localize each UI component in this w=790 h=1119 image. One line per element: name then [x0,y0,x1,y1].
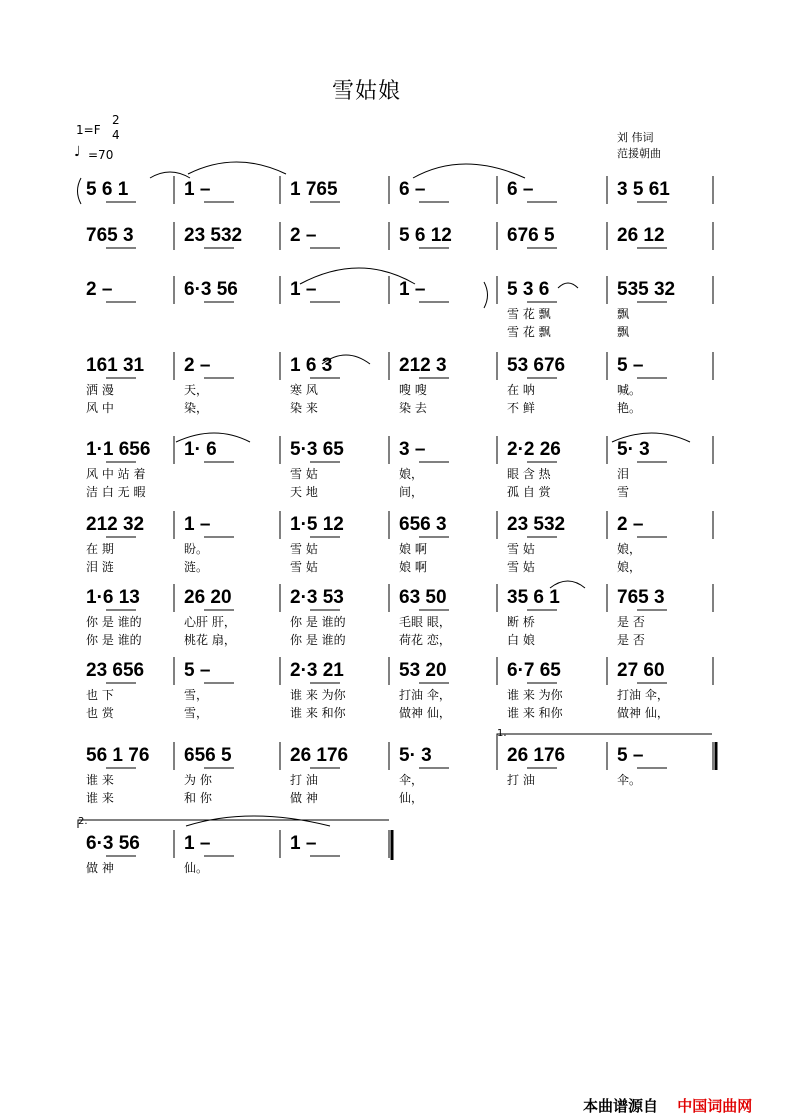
volta-first-bracket [497,734,712,742]
repeat-bracket [484,282,488,308]
lyric-text: 染 来 [290,401,318,415]
measure-notes: 5 6 12 [399,225,452,246]
lyric-text: 雪 花 飘 [507,325,551,339]
measure-notes: 1 – [399,279,426,300]
lyric-text: 风 中 [86,401,114,415]
measure-notes: 1 765 [290,179,338,200]
lyric-text: 风 中 站 着 [86,467,146,481]
measure-notes: 212 32 [86,514,145,535]
lyric-text: 谁 来 和你 [507,706,563,720]
lyric-text: 桃花 扇， [184,633,236,647]
note-icon: ♩ [74,144,81,160]
slur-arc [150,172,190,178]
lyric-text: 谁 来 为你 [290,688,346,702]
measure-notes: 1 – [184,833,211,854]
lyric-text: 雪 姑 [290,560,318,574]
measure-notes: 26 176 [290,745,349,766]
measure-notes: 6 – [399,179,426,200]
slur-arc [300,268,415,284]
lyric-text: 和 你 [184,791,212,805]
measure-notes: 53 20 [399,660,447,681]
lyric-text: 飘 [617,307,630,321]
lyric-text: 仙。 [184,861,209,875]
measure-notes: 5·3 65 [290,439,344,460]
time-signature-top: 2 [112,113,120,127]
lyric-text: 仙， [399,791,424,805]
measure-notes: 56 1 76 [86,745,150,766]
slur-arc [558,283,578,288]
measure-notes: 5 – [617,745,644,766]
key-signature: 1=F [76,123,101,137]
measure-notes: 5 – [184,660,211,681]
measure-notes: 1·5 12 [290,514,344,535]
lyric-text: 你 是 谁的 [86,615,142,629]
lyric-text: 你 是 谁的 [86,633,142,647]
lyric-text: 染 去 [399,401,427,415]
lyric-text: 染， [184,401,209,415]
measure-notes: 23 532 [507,514,566,535]
source-prefix: 本曲谱源自 [583,1097,659,1115]
measure-notes: 1 – [290,833,317,854]
lyric-text: 荷花 恋， [399,633,451,647]
measure-notes: 2 – [86,279,113,300]
slur-arc [188,162,286,174]
lyric-text: 毛眼 眼， [399,615,451,629]
lyric-text: 伞， [399,773,424,787]
lyric-text: 谁 来 为你 [507,688,563,702]
measure-notes: 212 3 [399,355,447,376]
measure-notes: 2 – [617,514,644,535]
lyric-text: 盼。 [184,542,209,556]
measure-notes: 765 3 [86,225,134,246]
lyric-text: 娘， [399,467,424,481]
lyricist-credit: 刘 伟词 [617,131,654,144]
measure-notes: 5 – [617,355,644,376]
lyric-text: 娘 啊 [399,542,427,556]
measure-notes: 2·2 26 [507,439,561,460]
lyric-text: 做神 仙， [399,706,451,720]
lyric-text: 做 神 [86,861,114,875]
slur-arc [186,816,330,826]
lyric-text: 孤 自 赏 [507,485,551,499]
lyric-text: 伞。 [617,773,642,787]
lyric-text: 洁 白 无 暇 [86,485,146,499]
lyric-text: 打 油 [507,773,535,787]
measure-notes: 26 20 [184,587,232,608]
lyric-text: 泪 [617,467,630,481]
lyric-text: 谁 来 [86,791,114,805]
lyric-text: 做 神 [290,791,318,805]
lyric-text: 泪 涟 [86,560,114,574]
lyric-text: 雪 [617,485,630,499]
measure-notes: 23 656 [86,660,145,681]
tempo-marking: =70 [88,148,114,162]
measure-notes: 2 – [290,225,317,246]
measure-notes: 6·3 56 [86,833,140,854]
lyric-text: 为 你 [184,773,212,787]
start-bracket [78,178,82,204]
lyric-text: 嗖 嗖 [399,383,427,397]
measure-notes: 1 – [184,179,211,200]
measure-notes: 6·3 56 [184,279,238,300]
lyric-text: 洒 漫 [86,383,114,397]
volta-first-label: 1. [497,728,507,739]
lyric-text: 是 否 [617,633,645,647]
measure-notes: 535 32 [617,279,676,300]
measure-notes: 656 3 [399,514,447,535]
time-signature-bottom: 4 [112,128,120,142]
lyric-text: 心肝 肝， [184,615,236,629]
measure-notes: 2 – [184,355,211,376]
lyric-text: 谁 来 [86,773,114,787]
measure-notes: 2·3 53 [290,587,344,608]
measure-notes: 1 – [290,279,317,300]
measure-notes: 26 12 [617,225,665,246]
slur-arc [413,164,525,178]
measure-notes: 3 – [399,439,426,460]
measure-notes: 27 60 [617,660,665,681]
measure-notes: 2·3 21 [290,660,344,681]
measure-notes: 35 6 1 [507,587,560,608]
lyric-text: 雪， [184,688,209,702]
lyric-text: 飘 [617,325,630,339]
lyric-text: 雪 姑 [507,560,535,574]
measure-notes: 765 3 [617,587,665,608]
lyric-text: 在 期 [86,542,114,556]
lyric-text: 眼 含 热 [507,467,551,481]
lyric-text: 雪 花 飘 [507,307,551,321]
page-title: 雪姑娘 [332,79,402,104]
lyric-text: 也 赏 [86,706,114,720]
measure-notes: 5· 3 [399,745,432,766]
measure-notes: 23 532 [184,225,243,246]
lyric-text: 艳。 [617,401,642,415]
lyric-text: 娘， [617,560,642,574]
measure-notes: 656 5 [184,745,232,766]
lyric-text: 做神 仙， [617,706,669,720]
lyric-text: 不 鲜 [507,401,535,415]
lyric-text: 是 否 [617,615,645,629]
measure-notes: 1 – [184,514,211,535]
lyric-text: 谁 来 和你 [290,706,346,720]
lyric-text: 打油 伞， [617,688,669,702]
measure-notes: 676 5 [507,225,555,246]
lyric-text: 雪， [184,706,209,720]
lyric-text: 断 桥 [507,615,535,629]
source-footer [583,1095,752,1116]
lyric-text: 打 油 [290,773,318,787]
volta-second-label: 2. [78,816,88,827]
lyric-text: 雪 姑 [290,467,318,481]
lyric-text: 雪 姑 [507,542,535,556]
lyric-text: 娘， [617,542,642,556]
lyric-text: 间， [399,485,424,499]
measure-notes: 6·7 65 [507,660,561,681]
lyric-text: 雪 姑 [290,542,318,556]
measure-notes: 5· 3 [617,439,650,460]
lyric-text: 也 下 [86,688,114,702]
measure-notes: 3 5 61 [617,179,670,200]
lyric-text: 喊。 [617,383,642,397]
measure-notes: 63 50 [399,587,447,608]
lyric-text: 天， [184,383,209,397]
measure-notes: 5 6 1 [86,179,129,200]
lyric-text: 天 地 [290,485,318,499]
measure-notes: 161 31 [86,355,145,376]
measure-notes: 6 – [507,179,534,200]
volta-second-bracket [78,820,389,828]
lyric-text: 寒 风 [290,383,318,397]
source-site-link[interactable]: 中国词曲网 [677,1097,753,1115]
composer-credit: 范援朝曲 [617,147,661,160]
measure-notes: 1·1 656 [86,439,151,460]
measure-notes: 5 3 6 [507,279,550,300]
measure-notes: 53 676 [507,355,566,376]
measure-notes: 1·6 13 [86,587,140,608]
measure-notes: 26 176 [507,745,566,766]
lyric-text: 涟。 [184,560,209,574]
lyric-text: 打油 伞， [399,688,451,702]
lyric-text: 在 呐 [507,383,535,397]
measure-notes: 1· 6 [184,439,217,460]
lyric-text: 你 是 谁的 [290,633,346,647]
lyric-text: 娘 啊 [399,560,427,574]
lyric-text: 你 是 谁的 [290,615,346,629]
measure-notes: 1 6 3 [290,355,333,376]
lyric-text: 白 娘 [507,633,535,647]
